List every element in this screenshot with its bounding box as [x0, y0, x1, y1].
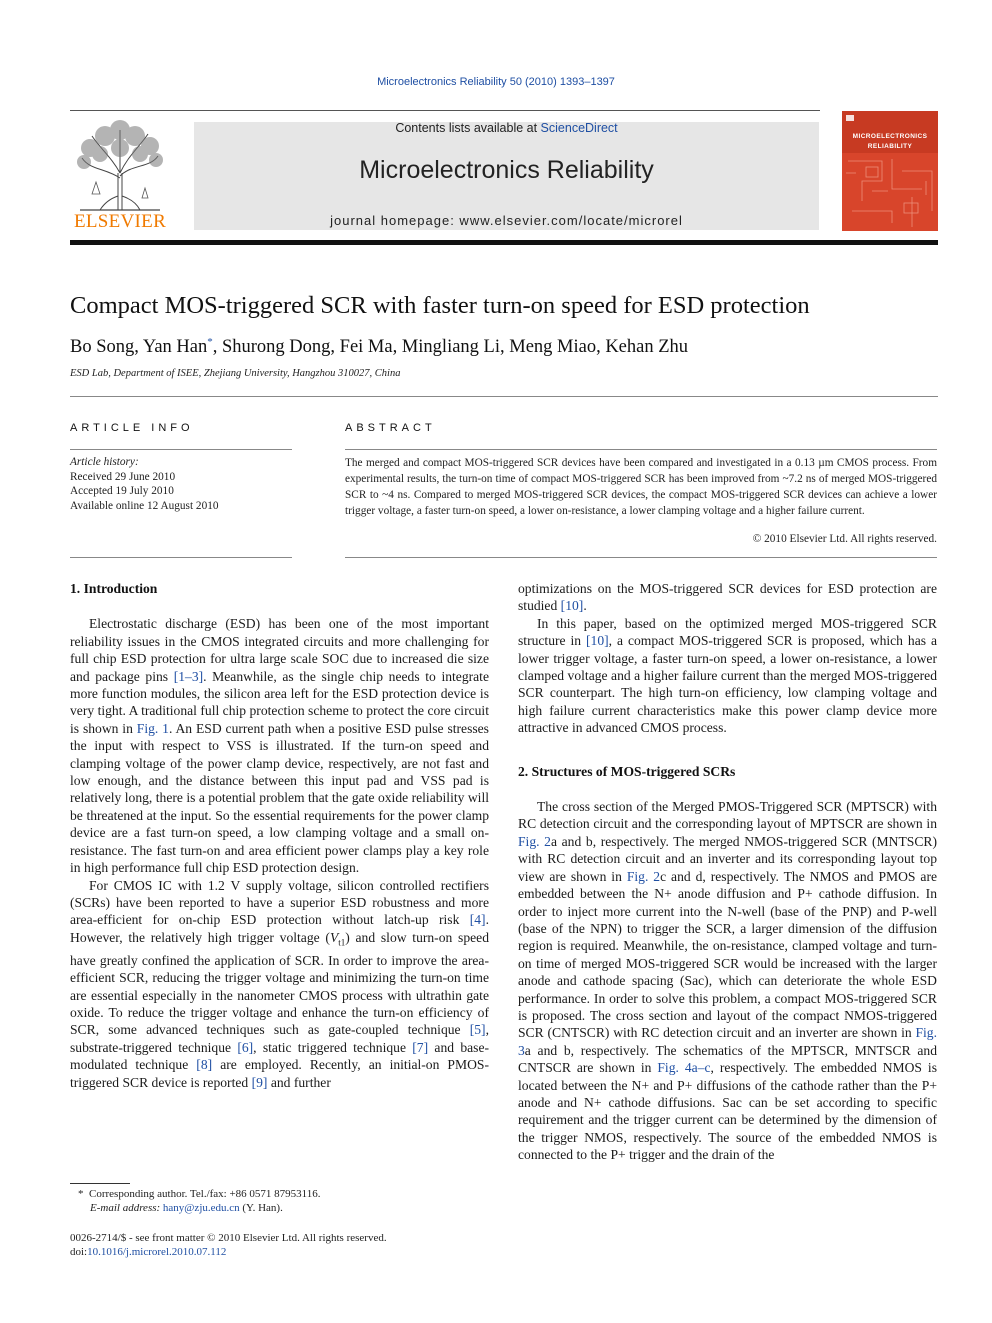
issn-line: 0026-2714/$ - see front matter © 2010 Elsevier Ltd. All rights reserved. [70, 1232, 387, 1244]
doi-link[interactable]: 10.1016/j.microrel.2010.07.112 [87, 1246, 227, 1258]
fig1-link[interactable]: Fig. 1 [136, 720, 169, 736]
section-heading-introduction: 1. Introduction [70, 581, 158, 596]
email-label: E-mail address: [90, 1202, 163, 1214]
ref-link-4[interactable]: [4] [469, 912, 486, 928]
journal-cover-image[interactable] [842, 111, 938, 231]
doi-label: doi: [70, 1246, 88, 1258]
intro-paragraph-1: Electrostatic discharge (ESD) has been one of the most important reliability issues in the CMOS integrated circuits and more challenging for full chip ESD protection for ultra large scale SOC due to increased die size and package pins [1–3]. Meanwhile, as the single chip needs to integrate more function modules, the silicon area left for the ESD protection device is very tight. A traditional full chip protection scheme to protect the core circuit is shown in Fig. 1. An ESD current path when a positive ESD pulse stresses the input with respect to VSS is illustrated. If the turn-on speed and clamping voltage of the power clamp device, respectively, are not fast and low enough, and the distance between this input pad and VSS pad is relatively long, there is a potential problem that the gate oxide reliability will be threatened at the input. So the essential requirements for the power clamp device are a fast turn-on speed, a low clamping voltage and a small on-resistance. The fast turn-on and area efficient power clamps play a key role in high performance full chip ESD protection design. [70, 616, 489, 876]
affiliation: ESD Lab, Department of ISEE, Zhejiang University, Hangzhou 310027, China [70, 368, 401, 379]
header-bottom-rule [70, 240, 938, 245]
cover-title-line1: MICROELECTRONICS [852, 133, 928, 140]
right-column [518, 580, 937, 1164]
ref-link-5[interactable]: [5] [469, 1022, 486, 1038]
ref-link-10-b[interactable]: [10] [586, 633, 609, 649]
corresponding-text: Corresponding author. Tel./fax: +86 0571 87953116. [89, 1188, 321, 1200]
contents-line [194, 121, 819, 135]
accepted-date: Accepted 19 July 2010 [70, 485, 174, 497]
footnote-mark: * [78, 1188, 84, 1200]
journal-citation[interactable]: Microelectronics Reliability 50 (2010) 1393–1397 [377, 76, 615, 88]
abstract-text: The merged and compact MOS-triggered SCR devices have been compared and investigated in a 0.13 µm CMOS process. From experimental results, the turn-on time of compact MOS-triggered SCR has been improved from ~7.2 ns of merged MOS-triggered SCR to ~4 ns. Compared to merged MOS-triggered SCR devices, the compact MOS-triggered SCR devices can achieve a lower trigger voltage, a faster turn-on speed, a lower on-resistance, a lower clamping voltage and a higher failure current. [345, 457, 937, 517]
intro-paragraph-2: For CMOS IC with 1.2 V supply voltage, silicon controlled rectifiers (SCRs) have been reported to have a superior ESD robustness and more area-efficient for on-chip ESD protection without latch-up risk [4]. However, the relatively high trigger voltage $(V_{t1})$ and slow turn-on speed have greatly confined the application of SCR. In order to improve the area-efficient SCR, reducing the trigger voltage and minimizing the turn-on time are essential especially in the nanometer CMOS process with ultrathin gate oxide. To reduce the trigger voltage and enhance the turn-on efficiency of SCR, some advanced techniques such as gate-coupled technique [5], substrate-triggered technique [6], static triggered technique [7] and base-modulated technique [8] are employed. Recently, an initial-on PMOS-triggered SCR device is reported [9] and further [70, 877, 489, 1090]
abstract-bottom-rule [345, 557, 937, 558]
journal-homepage[interactable]: journal homepage: www.elsevier.com/locate/microrel [330, 213, 683, 228]
right-paragraph-1: optimizations on the MOS-triggered SCR devices for ESD protection are studied [10]. [518, 581, 937, 614]
email-link[interactable]: hany@zju.edu.cn [162, 1202, 240, 1214]
fig3-link[interactable]: Fig. 3 [518, 1025, 937, 1058]
fig4-link[interactable]: Fig. 4a–c [657, 1060, 711, 1076]
ref-link-1-3[interactable]: [1–3] [173, 668, 204, 684]
ref-link-7[interactable]: [7] [412, 1039, 429, 1055]
footnote-issn [70, 1231, 387, 1259]
section-heading-structures: 2. Structures of MOS-triggered SCRs [518, 763, 736, 779]
email-suffix: (Y. Han). [239, 1202, 283, 1214]
fig2-link[interactable]: Fig. 2 [518, 833, 551, 849]
ref-link-6[interactable]: [6] [237, 1039, 254, 1055]
abstract-rule [345, 449, 937, 450]
footnote-corresponding [78, 1187, 321, 1215]
ref-link-10[interactable]: [10] [560, 598, 584, 614]
ref-link-8[interactable]: [8] [196, 1057, 213, 1073]
history-label: Article history: [70, 456, 139, 468]
abstract-copyright: © 2010 Elsevier Ltd. All rights reserved. [752, 533, 937, 545]
right-paragraph-2: In this paper, based on the optimized merged MOS-triggered SCR structure in [10], a compact MOS-triggered SCR is proposed, which has a lower trigger voltage, a faster turn-on speed, a lower on-resistance, a lower clamped voltage and a higher failure current than the merged MOS-triggered SCR counterpart. The high turn-on efficiency, low clamping voltage and high failure current characteristics make this power clamp device more attractive in advanced CMOS process. [518, 615, 937, 736]
online-date: Available online 12 August 2010 [70, 499, 219, 512]
cover-title [842, 132, 938, 152]
footnote-rule [70, 1183, 130, 1184]
sciencedirect-link[interactable]: ScienceDirect [540, 121, 618, 135]
article-title: Compact MOS-triggered SCR with faster turn-on speed for ESD protection [70, 292, 810, 319]
abstract-heading: ABSTRACT [345, 422, 436, 434]
left-column [70, 580, 489, 1091]
article-info-heading: ARTICLE INFO [70, 422, 194, 434]
article-info-rule [70, 449, 292, 450]
fig2-link-b[interactable]: Fig. 2 [626, 868, 661, 884]
ref-link-9[interactable]: [9] [251, 1074, 268, 1090]
article-history [70, 455, 219, 513]
article-info-bottom-rule [70, 557, 292, 558]
structures-paragraph: The cross section of the Merged PMOS-Triggered SCR (MPTSCR) with RC detection circuit and the corresponding layout of MPTSCR are shown in Fig. 2a and b, respectively. The merged NMOS-triggered SCR (MNTSCR) with RC detection circuit and an inverter and its corresponding layout top view are shown in Fig. 2c and d, respectively. The NMOS and PMOS are embedded between the N+ anode diffusion and P+ cathode diffusion. In order to inject more current into the N-well (base of the PNP) and P-well (base of the NPN) to trigger the SCR, a larger dimension of the diffusion region is required. Meanwhile, the on-resistance, clamped voltage and turn-on time of merged MOS-triggered SCR would be increased with the larger anode and cathode spacing (Sac), which can deteriorate the whole ESD performance. In order to solve this problem, a compact MOS-triggered SCR is proposed. The cross section and layout of the compact NMOS-triggered SCR (CNTSCR) with RC detection circuit and an inverter are shown in Fig. 3a and b, respectively. The schematics of the MPTSCR, MNTSCR and CNTSCR are shown in Fig. 4a–c, respectively. The embedded NMOS is located between the N+ and P+ diffusions of the cathode rather than the P+ anode and N+ cathode diffusions. Sac can be set according to specific requirement and the trigger current can be determined by the dimension of the trigger NMOS, respectively. The source of the embedded NMOS is connected to the P+ trigger and the drain of the [518, 799, 937, 1163]
vt1-symbol: V [329, 929, 339, 945]
authors-part-b: , Shurong Dong, Fei Ma, Mingliang Li, Meng Miao, Kehan Zhu [212, 337, 689, 358]
elsevier-wordmark: ELSEVIER [73, 211, 167, 232]
cover-title-line2: RELIABILITY [867, 143, 913, 150]
corresponding-author-mark[interactable]: * [207, 336, 213, 348]
author-list [70, 336, 688, 358]
contents-prefix: Contents lists available at [395, 121, 541, 135]
received-date: Received 29 June 2010 [70, 470, 176, 483]
authors-part-a: Bo Song, Yan Han [70, 337, 208, 358]
header-top-rule [70, 110, 820, 111]
vt1-subscript: t1 [338, 937, 346, 948]
title-rule [70, 396, 938, 397]
journal-title: Microelectronics Reliability [359, 156, 654, 184]
